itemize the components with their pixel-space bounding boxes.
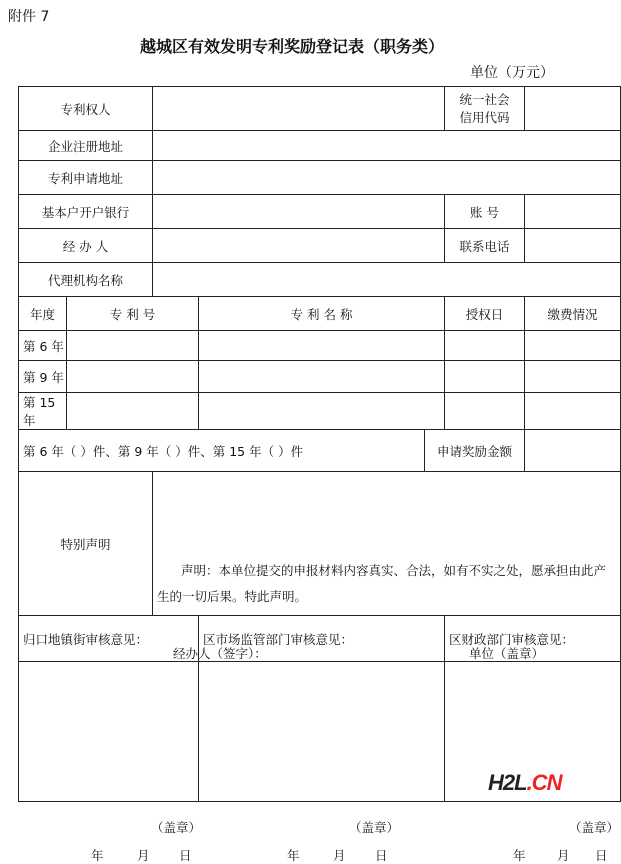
- credit-code-label: [445, 87, 525, 131]
- patentee-field[interactable]: [153, 87, 445, 131]
- date-year: 年: [513, 847, 526, 863]
- credit-code-label-line1: 统一社会: [459, 91, 510, 107]
- account-label: 账 号: [445, 195, 525, 229]
- patentee-label: 专利权人: [19, 87, 153, 131]
- finance-review-label: 区财政部门审核意见：: [445, 616, 621, 662]
- phone-field[interactable]: [525, 229, 621, 263]
- grant-date-field[interactable]: [445, 393, 525, 430]
- declaration-text: 声明：本单位提交的申报材料内容真实、合法，如有不实之处，愿承担由此产生的一切后果。特此声明。: [157, 562, 607, 604]
- date-month: 月: [137, 847, 150, 863]
- handler-label: 经 办 人: [19, 229, 153, 263]
- year-cell: 第 15 年: [19, 393, 67, 430]
- col-header-patent-name: 专 利 名 称: [199, 297, 445, 331]
- col-header-grant-date: 授权日: [445, 297, 525, 331]
- fee-status-field[interactable]: [525, 331, 621, 361]
- col-header-year: 年度: [19, 297, 67, 331]
- agency-field[interactable]: [153, 263, 621, 297]
- amount-label: 申请奖励金额: [425, 430, 525, 472]
- seal-label: （盖章）: [151, 819, 202, 835]
- col-header-fee-status: 缴费情况: [525, 297, 621, 331]
- phone-label: 联系电话: [445, 229, 525, 263]
- attachment-label: 附件 7: [8, 9, 50, 25]
- year-cell: 第 9 年: [19, 361, 67, 393]
- reg-address-label: 企业注册地址: [19, 131, 153, 161]
- patent-name-field[interactable]: [199, 331, 445, 361]
- date-day: 日: [375, 847, 388, 863]
- bank-label: 基本户开户银行: [19, 195, 153, 229]
- date-month: 月: [557, 847, 570, 863]
- apply-address-field[interactable]: [153, 161, 621, 195]
- seal-label: （盖章）: [349, 819, 400, 835]
- site-watermark-logo: [488, 770, 561, 796]
- market-review-box[interactable]: [199, 662, 445, 863]
- fee-status-field[interactable]: [525, 361, 621, 393]
- patent-name-field[interactable]: [199, 361, 445, 393]
- watermark-part1: H2L: [488, 770, 527, 795]
- agency-label: 代理机构名称: [19, 263, 153, 297]
- credit-code-label-line2: 信用代码: [459, 109, 510, 125]
- date-day: 日: [595, 847, 608, 863]
- apply-address-label: 专利申请地址: [19, 161, 153, 195]
- watermark-part2: .CN: [526, 770, 562, 795]
- col-header-patent-no: 专 利 号: [67, 297, 199, 331]
- patent-name-field[interactable]: [199, 393, 445, 430]
- declaration-label: 特别声明: [19, 472, 153, 616]
- year-cell: 第 6 年: [19, 331, 67, 361]
- date-year: 年: [91, 847, 104, 863]
- signer-label: 经办人（签字）：: [173, 645, 267, 661]
- town-review-label: 归口地镇街审核意见：: [19, 616, 199, 662]
- reg-address-field[interactable]: [153, 131, 621, 161]
- grant-date-field[interactable]: [445, 361, 525, 393]
- table-row: [19, 393, 621, 430]
- seal-label: （盖章）: [569, 819, 620, 835]
- town-review-box[interactable]: [19, 662, 202, 863]
- fee-status-field[interactable]: [525, 393, 621, 430]
- account-field[interactable]: [525, 195, 621, 229]
- date-day: 日: [179, 847, 192, 863]
- patent-no-field[interactable]: [67, 331, 199, 361]
- credit-code-field[interactable]: [525, 87, 621, 131]
- date-year: 年: [287, 847, 300, 863]
- date-month: 月: [333, 847, 346, 863]
- patent-no-field[interactable]: [67, 393, 199, 430]
- unit-seal-label: 单位（盖章）: [469, 645, 545, 661]
- registration-form: [18, 86, 621, 863]
- market-review-label: 区市场监管部门审核意见：: [199, 616, 445, 662]
- table-row: [19, 331, 621, 361]
- unit-label: 单位（万元）: [470, 65, 554, 81]
- patent-no-field[interactable]: [67, 361, 199, 393]
- table-row: [19, 361, 621, 393]
- count-summary: 第 6 年（ ）件、第 9 年（ ）件、第 15 年（ ）件: [19, 430, 425, 472]
- handler-field[interactable]: [153, 229, 445, 263]
- amount-field[interactable]: [525, 430, 621, 472]
- bank-field[interactable]: [153, 195, 445, 229]
- grant-date-field[interactable]: [445, 331, 525, 361]
- form-title: 越城区有效发明专利奖励登记表（职务类）: [139, 37, 444, 56]
